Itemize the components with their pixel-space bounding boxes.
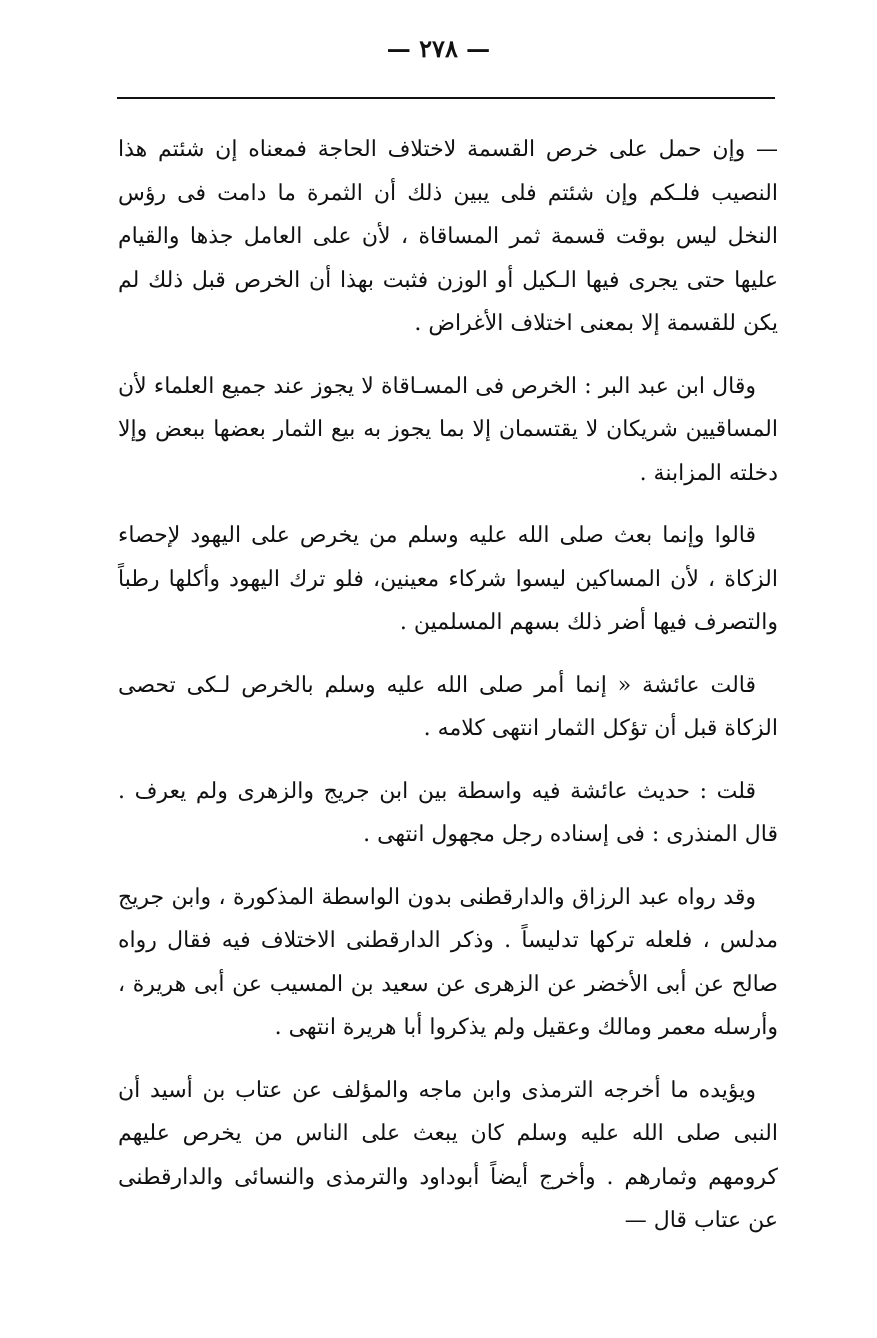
page-number: — ٢٧٨ — (386, 34, 491, 63)
paragraph-7: ويؤيده ما أخرجه الترمذى وابن ماجه والمؤلف عن عتاب بن أسيد أن النبى صلى الله عليه وسلم كان يبعث على الناس من يخرص عليهم كرومهم وثمارهم . وأخرج أيضاً أبوداود والترمذى والنسائى والدارقطنى عن عتاب قال — (118, 1077, 778, 1233)
paragraph-2: وقال ابن عبد البر : الخرص فى المسـاقاة لا يجوز عند جميع العلماء لأن المساقيين شريكان لا يقتسمان إلا بما يجوز به بيع الثمار بعضها ببعض وإلا دخلته المزابنة . (118, 373, 778, 486)
header-rule (117, 97, 775, 99)
paragraph-4: قالت عائشة « إنما أمر صلى الله عليه وسلم بالخرص لـكى تحصى الزكاة قبل أن تؤكل الثمار انتهى كلامه . (118, 672, 778, 741)
paragraph-1: — وإن حمل على خرص القسمة لاختلاف الحاجة فمعناه إن شئتم هذا النصيب فلـكم وإن شئتم فلى يبين ذلك أن الثمرة ما دامت فى رؤس النخل ليس بوقت قسمة ثمر المساقاة ، لأن على العامل جذها والقيام عليها حتى يجرى فيها الـكيل أو الوزن فثبت بهذا أن الخرص قبل ذلك لم يكن للقسمة إلا بمعنى اختلاف الأغراض . (118, 137, 778, 336)
paragraph-5: قلت : حديث عائشة فيه واسطة بين ابن جريج والزهرى ولم يعرف . قال المنذرى : فى إسناده رجل مجهول انتهى . (118, 778, 778, 847)
body-text (118, 128, 778, 1262)
paragraph-3: قالوا وإنما بعث صلى الله عليه وسلم من يخرص على اليهود لإحصاء الزكاة ، لأن المساكين ليسوا شركاء معينين، فلو ترك اليهود وأكلها رطباً والتصرف فيها أضر ذلك بسهم المسلمين . (118, 523, 778, 635)
paragraph-6: وقد رواه عبد الرزاق والدارقطنى بدون الواسطة المذكورة ، وابن جريج مدلس ، فلعله تركها تدليساً . وذكر الدارقطنى الاختلاف فيه فقال رواه صالح عن أبى الأخضر عن الزهرى عن سعيد بن المسيب عن أبى هريرة ، وأرسله معمر ومالك وعقيل ولم يذكروا أبا هريرة انتهى . (118, 884, 778, 1040)
